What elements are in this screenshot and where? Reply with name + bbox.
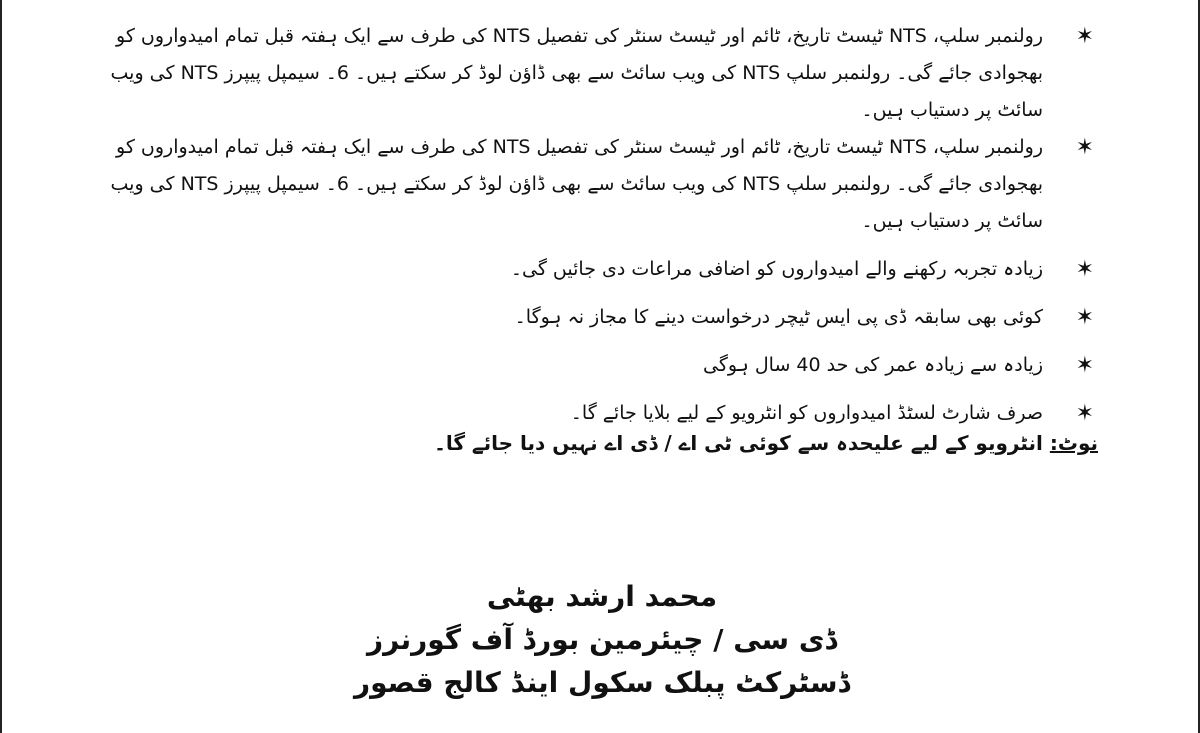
list-item-text: صرف شارٹ لسٹڈ امیدواروں کو انٹرویو کے لیے بلایا جائے گا۔ [570, 402, 1043, 424]
star-icon: ✶ [1075, 401, 1094, 426]
list-item-text: رولنمبر سلپ، NTS ٹیسٹ تاریخ، ٹائم اور ٹیسٹ سنٹر کی تفصیل NTS کی طرف سے ایک ہفتہ قبل تمام امیدواروں کو بھجوادی جائے گی۔ رولنمبر سلپ NTS کی ویب سائٹ سے بھی ڈاؤن لوڈ کر سکتے ہیں۔ 6۔ سیمپل پیپرز NTS کی ویب سائٹ پر دستیاب ہیں۔ [110, 136, 1043, 232]
signatory-name: محمد ارشد بھٹی [486, 580, 718, 613]
star-icon: ✶ [1075, 353, 1094, 378]
list-item [98, 129, 1094, 240]
star-icon: ✶ [1075, 257, 1094, 282]
institution-name: ڈسٹرکٹ پبلک سکول اینڈ کالج قصور [353, 666, 851, 699]
note [434, 423, 1098, 463]
list-item [98, 251, 1094, 288]
star-icon: ✶ [1075, 305, 1094, 330]
list-item-text: زیادہ سے زیادہ عمر کی حد 40 سال ہوگی [702, 354, 1043, 376]
conditions-list [98, 18, 1094, 432]
list-item-text: زیادہ تجربہ رکھنے والے امیدواروں کو اضافی مراعات دی جائیں گی۔ [510, 258, 1043, 280]
note-label: نوٹ: [1049, 431, 1098, 455]
list-item [98, 299, 1094, 336]
signature-block [2, 575, 1200, 704]
star-icon: ✶ [1075, 135, 1094, 160]
star-icon: ✶ [1075, 24, 1094, 49]
list-item [98, 347, 1094, 384]
note-text: انٹرویو کے لیے علیحدہ سے کوئی ٹی اے / ڈی اے نہیں دیا جائے گا۔ [434, 431, 1043, 455]
list-item-text: کوئی بھی سابقہ ڈی پی ایس ٹیچر درخواست دینے کا مجاز نہ ہوگا۔ [514, 306, 1043, 328]
list-item-text: رولنمبر سلپ، NTS ٹیسٹ تاریخ، ٹائم اور ٹیسٹ سنٹر کی تفصیل NTS کی طرف سے ایک ہفتہ قبل تمام امیدواروں کو بھجوادی جائے گی۔ رولنمبر سلپ NTS کی ویب سائٹ سے بھی ڈاؤن لوڈ کر سکتے ہیں۔ 6۔ سیمپل پیپرز NTS کی ویب سائٹ پر دستیاب ہیں۔ [110, 25, 1043, 121]
list-item [98, 18, 1094, 129]
signatory-designation: ڈی سی / چیئرمین بورڈ آف گورنرز [367, 623, 837, 656]
